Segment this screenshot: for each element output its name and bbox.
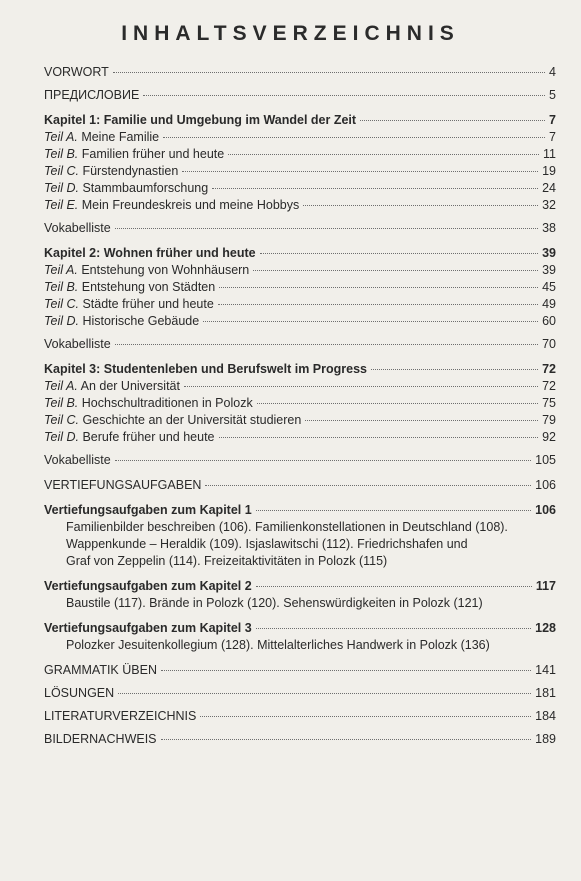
page-number: 4 <box>549 65 556 79</box>
toc-entry-teil[interactable] <box>44 163 556 180</box>
page-number: 141 <box>535 663 556 677</box>
page-number: 105 <box>535 453 556 467</box>
dot-leader <box>184 386 538 387</box>
dot-leader <box>115 344 538 345</box>
page-number: 49 <box>542 297 556 311</box>
page-number: 106 <box>535 503 556 517</box>
teil-label: Teil E. <box>44 198 79 212</box>
dot-leader <box>115 228 538 229</box>
toc-label: Hochschultraditionen in Polozk <box>81 396 253 410</box>
dot-leader <box>182 171 538 172</box>
toc-label: Mein Freundeskreis und meine Hobbys <box>81 198 300 212</box>
toc-label: Berufe früher und heute <box>82 430 215 444</box>
dot-leader <box>228 154 539 155</box>
teil-label: Teil B. <box>44 396 79 410</box>
toc-label: Vokabelliste <box>44 453 111 467</box>
toc-entry-teil[interactable] <box>44 180 556 197</box>
page-number: 24 <box>542 181 556 195</box>
toc-label: Entstehung von Städten <box>81 280 216 294</box>
toc-label: ПРЕДИСЛОВИЕ <box>44 88 140 102</box>
page-number: 7 <box>549 113 556 127</box>
page-number: 39 <box>542 246 556 260</box>
toc-entry-vorwort[interactable] <box>44 64 556 81</box>
toc-entry-kapitel-1[interactable] <box>44 112 556 129</box>
toc-label: Kapitel 2: Wohnen früher und heute <box>44 246 256 260</box>
toc-entry-vokabelliste[interactable] <box>44 220 556 237</box>
page-number: 72 <box>542 379 556 393</box>
page-number: 117 <box>535 579 556 593</box>
toc-label: Vokabelliste <box>44 221 111 235</box>
page-number: 184 <box>535 709 556 723</box>
dot-leader <box>305 420 538 421</box>
toc-label: Historische Gebäude <box>82 314 200 328</box>
page-number: 75 <box>542 396 556 410</box>
topic-line: Familienbilder beschreiben (106). Familienkonstellationen in Deutschland (108). <box>66 520 508 534</box>
topic-line: Polozker Jesuitenkollegium (128). Mittelalterliches Handwerk in Polozk (136) <box>66 638 490 652</box>
dot-leader <box>113 72 545 73</box>
teil-label: Teil B. <box>44 147 79 161</box>
dot-leader <box>303 205 538 206</box>
toc-label: Familien früher und heute <box>81 147 225 161</box>
toc-entry-vertiefung-kapitel-2[interactable] <box>44 578 556 595</box>
page-number: 128 <box>535 621 556 635</box>
page-number: 39 <box>542 263 556 277</box>
toc-entry-teil[interactable] <box>44 313 556 330</box>
page-number: 19 <box>542 164 556 178</box>
dot-leader <box>161 739 532 740</box>
toc-label: VERTIEFUNGSAUFGABEN <box>44 478 202 492</box>
dot-leader <box>260 253 539 254</box>
toc-label: Vertiefungsaufgaben zum Kapitel 1 <box>44 503 252 517</box>
toc-entry-vertiefung-kapitel-3[interactable] <box>44 620 556 637</box>
toc-entry-vertiefung-kapitel-1[interactable] <box>44 502 556 519</box>
teil-label: Teil D. <box>44 181 79 195</box>
toc-label: An der Universität <box>80 379 180 393</box>
dot-leader <box>256 510 531 511</box>
toc-entry-literaturverzeichnis[interactable] <box>44 708 556 725</box>
page-number: 7 <box>549 130 556 144</box>
teil-label: Teil A. <box>44 130 78 144</box>
toc-label: LÖSUNGEN <box>44 686 115 700</box>
dot-leader <box>205 485 531 486</box>
toc-label: Städte früher und heute <box>82 297 214 311</box>
dot-leader <box>163 137 545 138</box>
toc-entry-teil[interactable] <box>44 262 556 279</box>
toc-label: Geschichte an der Universität studieren <box>82 413 302 427</box>
page-number: 11 <box>543 147 556 161</box>
page-number: 70 <box>542 337 556 351</box>
dot-leader <box>219 287 538 288</box>
topic-line: Graf von Zeppelin (114). Freizeitaktivitäten in Polozk (115) <box>66 554 388 568</box>
toc-label: BILDERNACHWEIS <box>44 732 157 746</box>
toc-entry-teil[interactable] <box>44 197 556 214</box>
topic-line: Wappenkunde – Heraldik (109). Isjaslawitschi (112). Friedrichshafen und <box>66 537 468 551</box>
toc-entry-teil[interactable] <box>44 412 556 429</box>
dot-leader <box>161 670 531 671</box>
topic-list <box>44 519 554 570</box>
teil-label: Teil C. <box>44 164 79 178</box>
toc-label: Kapitel 3: Studentenleben und Berufswelt im Progress <box>44 362 367 376</box>
toc-label: VORWORT <box>44 65 109 79</box>
page-number: 60 <box>542 314 556 328</box>
toc-label: Stammbaumforschung <box>82 181 209 195</box>
page-number: 72 <box>542 362 556 376</box>
teil-label: Teil C. <box>44 297 79 311</box>
dot-leader <box>143 95 545 96</box>
toc-entry-grammatik[interactable] <box>44 662 556 679</box>
dot-leader <box>257 403 538 404</box>
dot-leader <box>371 369 538 370</box>
toc-entry-bildernachweis[interactable] <box>44 731 556 748</box>
topic-line: Baustile (117). Brände in Polozk (120). Sehenswürdigkeiten in Polozk (121) <box>66 596 483 610</box>
page-number: 79 <box>542 413 556 427</box>
toc-label: Vertiefungsaufgaben zum Kapitel 2 <box>44 579 252 593</box>
dot-leader <box>256 628 531 629</box>
page-title: INHALTSVERZEICHNIS <box>121 22 460 45</box>
topic-list <box>44 637 554 654</box>
dot-leader <box>115 460 531 461</box>
toc-entry-teil[interactable] <box>44 129 556 146</box>
dot-leader <box>360 120 545 121</box>
teil-label: Teil C. <box>44 413 79 427</box>
dot-leader <box>219 437 539 438</box>
toc-entry-teil[interactable] <box>44 146 556 163</box>
dot-leader <box>253 270 538 271</box>
toc-entry-teil[interactable] <box>44 395 556 412</box>
toc-entry-teil[interactable] <box>44 296 556 313</box>
page-number: 181 <box>535 686 556 700</box>
toc-label: GRAMMATIK ÜBEN <box>44 663 157 677</box>
toc-label: Fürstendynastien <box>82 164 179 178</box>
toc-entry-teil[interactable] <box>44 378 556 395</box>
toc-label: LITERATURVERZEICHNIS <box>44 709 197 723</box>
toc-label: Kapitel 1: Familie und Umgebung im Wandel der Zeit <box>44 113 357 127</box>
table-of-contents <box>44 64 556 748</box>
page-number: 189 <box>535 732 556 746</box>
page-number: 32 <box>542 198 556 212</box>
teil-label: Teil D. <box>44 314 79 328</box>
dot-leader <box>200 716 531 717</box>
toc-label: Meine Familie <box>81 130 160 144</box>
page-number: 5 <box>549 88 556 102</box>
teil-label: Teil B. <box>44 280 79 294</box>
teil-label: Teil D. <box>44 430 79 444</box>
dot-leader <box>118 693 531 694</box>
toc-entry-kapitel-2[interactable] <box>44 245 556 262</box>
dot-leader <box>256 586 532 587</box>
page-number: 45 <box>542 280 556 294</box>
toc-entry-teil[interactable] <box>44 279 556 296</box>
toc-label: Vertiefungsaufgaben zum Kapitel 3 <box>44 621 252 635</box>
toc-entry-predislovie[interactable] <box>44 87 556 104</box>
toc-entry-vertiefungsaufgaben[interactable] <box>44 477 556 494</box>
toc-entry-loesungen[interactable] <box>44 685 556 702</box>
page-number: 92 <box>542 430 556 444</box>
toc-label: Entstehung von Wohnhäusern <box>81 263 250 277</box>
dot-leader <box>212 188 538 189</box>
dot-leader <box>218 304 538 305</box>
teil-label: Teil A. <box>44 379 78 393</box>
page-number: 38 <box>542 221 556 235</box>
teil-label: Teil A. <box>44 263 78 277</box>
toc-entry-teil[interactable] <box>44 429 556 446</box>
toc-entry-vokabelliste[interactable] <box>44 452 556 469</box>
toc-entry-vokabelliste[interactable] <box>44 336 556 353</box>
toc-label: Vokabelliste <box>44 337 111 351</box>
topic-list <box>44 595 554 612</box>
dot-leader <box>203 321 538 322</box>
toc-entry-kapitel-3[interactable] <box>44 361 556 378</box>
page-number: 106 <box>535 478 556 492</box>
